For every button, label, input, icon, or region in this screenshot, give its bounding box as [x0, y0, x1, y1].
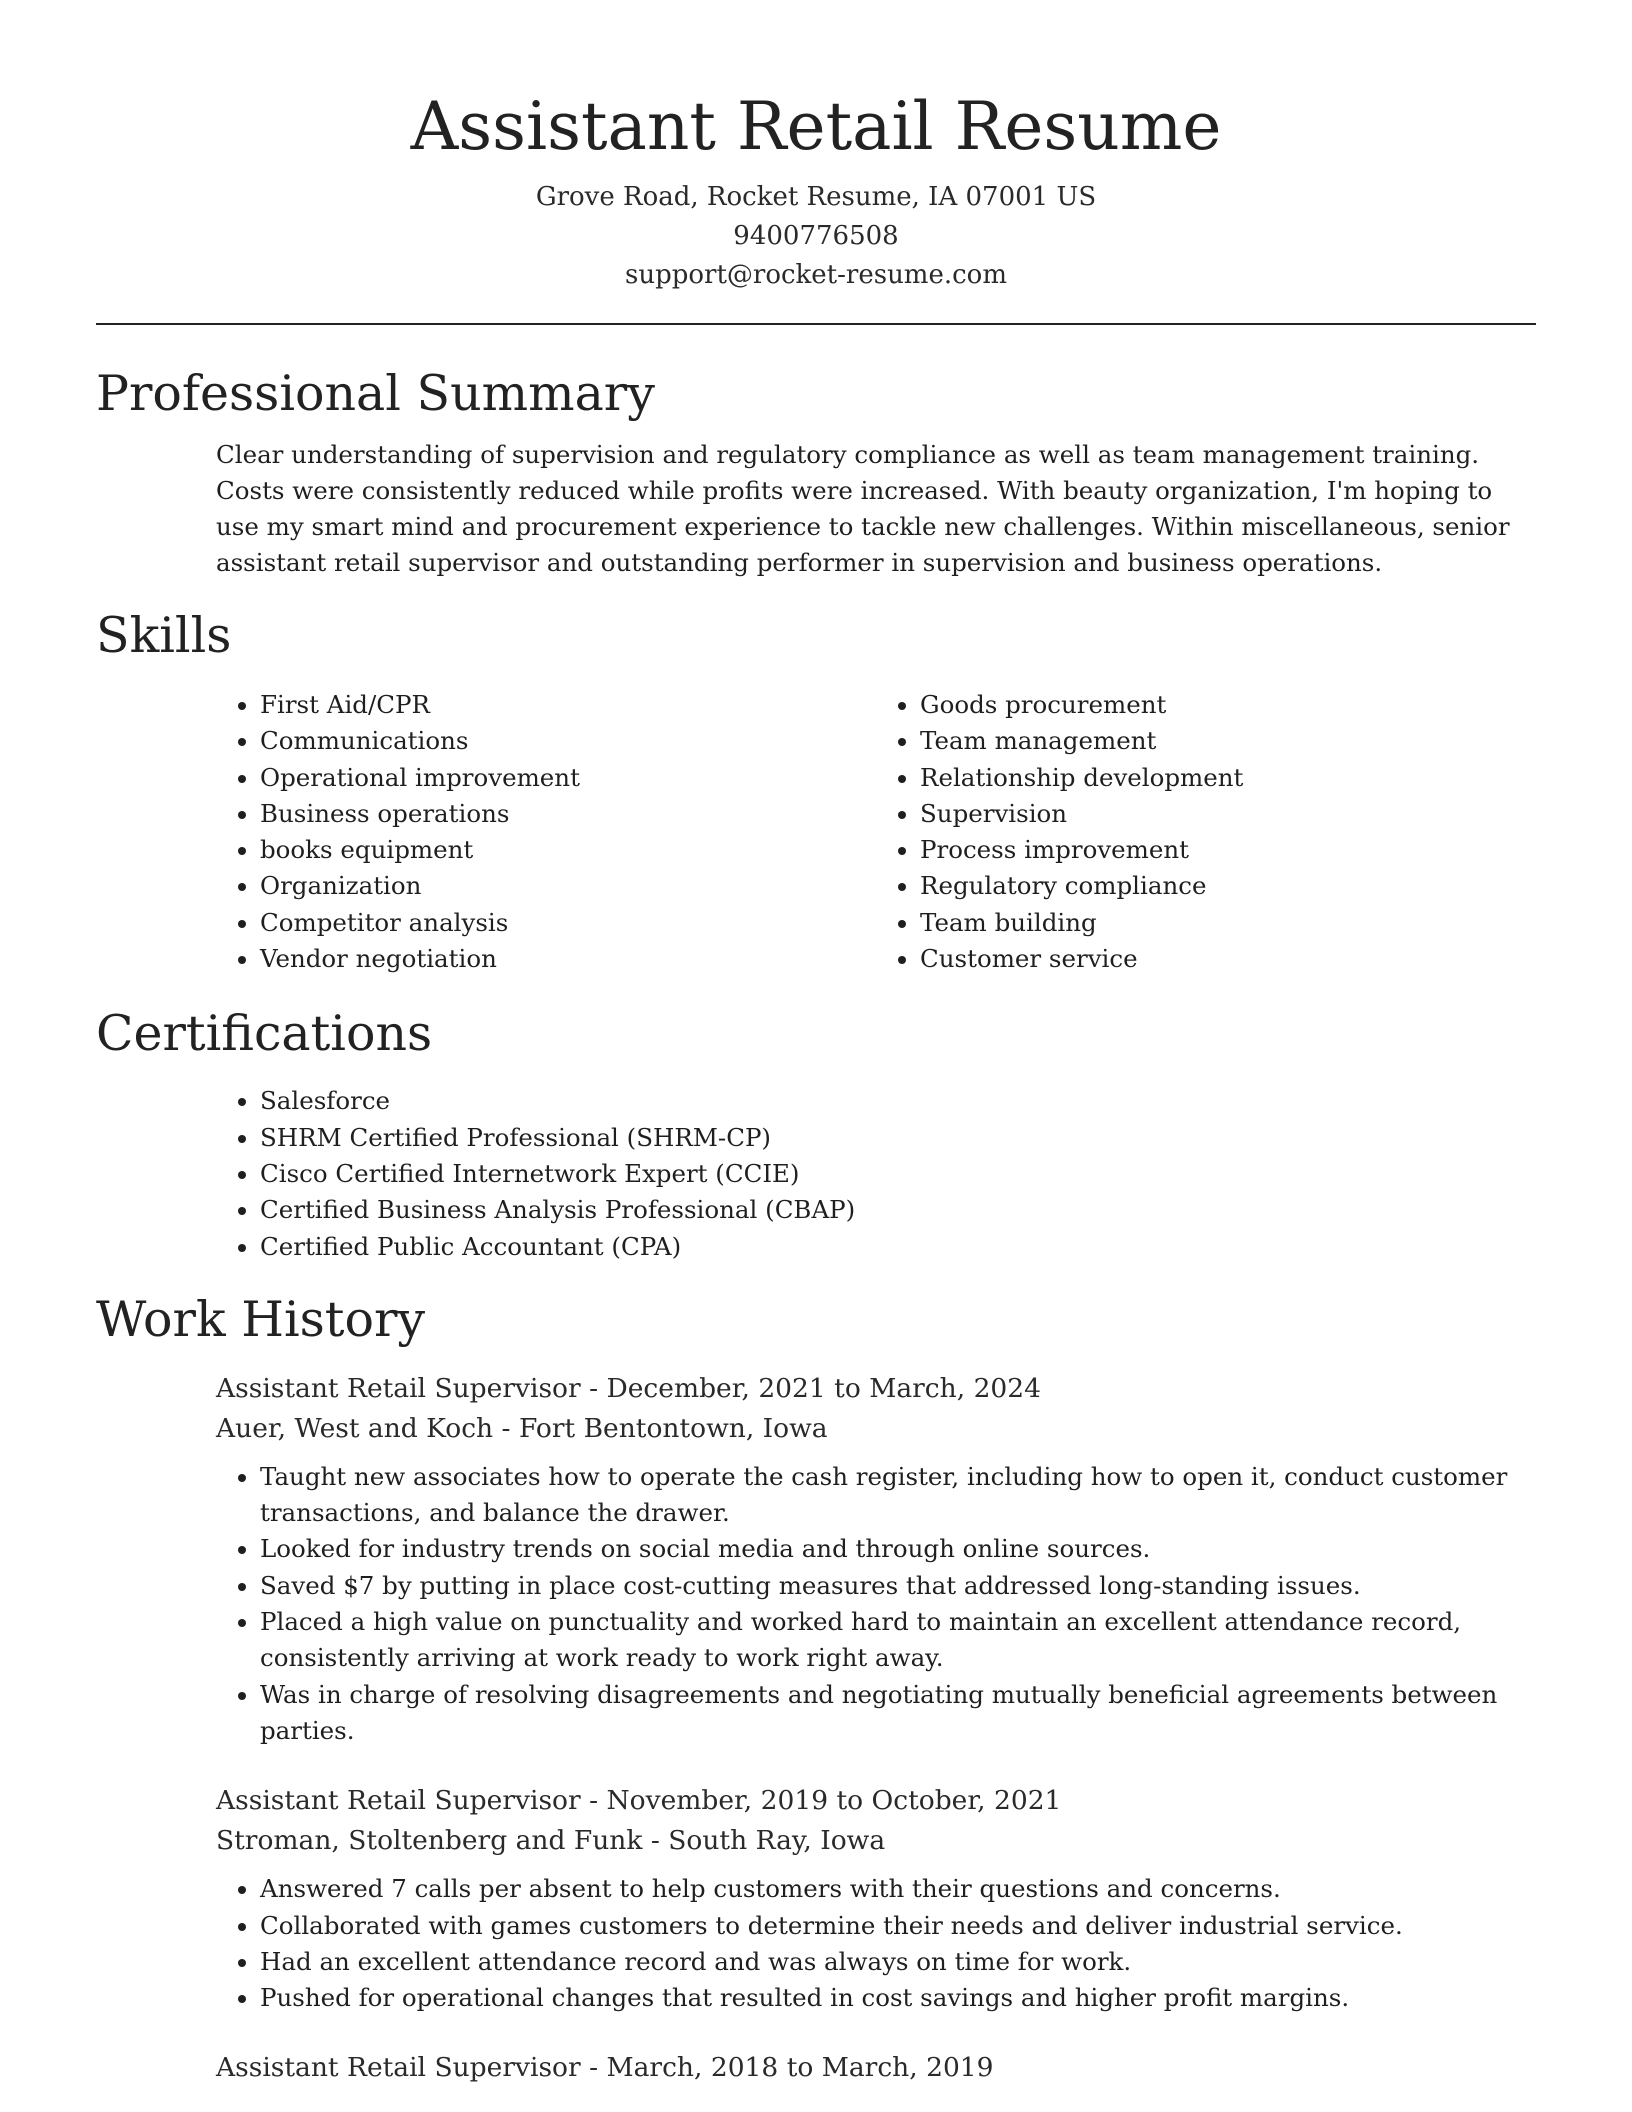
certification-item: • Certified Business Analysis Professional (CBAP) — [260, 1192, 1536, 1228]
job-location: Fort Bentontown, Iowa — [518, 1412, 828, 1444]
job-bullets — [216, 1459, 1560, 1749]
job-title: Assistant Retail Supervisor — [216, 2052, 581, 2084]
skills-list-right — [876, 687, 1536, 977]
job-bullet: • Collaborated with games customers to determine their needs and deliver industrial service. — [260, 1908, 1560, 1944]
job-title-line: Assistant Retail Supervisor - March, 2018 to March, 2019 — [216, 2052, 994, 2084]
job-title: Assistant Retail Supervisor — [216, 1785, 581, 1817]
summary-section — [96, 363, 1536, 581]
job-bullet: • Had an excellent attendance record and was always on time for work. — [260, 1944, 1560, 1980]
job-bullet: • Looked for industry trends on social media and through online sources. — [260, 1531, 1560, 1567]
certification-item: • Certified Public Accountant (CPA) — [260, 1229, 1536, 1265]
skills-heading: Skills — [96, 607, 232, 664]
skills-section — [96, 605, 1536, 977]
job-company: Auer, West and Koch — [216, 1412, 494, 1444]
skill-item: • Organization — [260, 868, 876, 904]
job-dates: December, 2021 to March, 2024 — [606, 1372, 1042, 1404]
job-entry — [216, 1781, 1536, 2016]
contact-address: Grove Road, Rocket Resume, IA 07001 US — [535, 182, 1097, 212]
job-bullet: • Placed a high value on punctuality and worked hard to maintain an excellent attendance record, consistently arriving at work ready to work right away. — [260, 1604, 1560, 1677]
summary-text: Clear understanding of supervision and regulatory compliance as well as team management training. Costs were consistently reduced while profits were increased. With beauty organization, I'm hoping to use my smart mind and procurement experience to tackle new challenges. Within miscellaneous, senior assistant retail supervisor and outstanding performer in supervision and business operations. — [216, 440, 1510, 577]
certifications-section — [96, 1003, 1536, 1264]
skill-item: • First Aid/CPR — [260, 687, 876, 723]
skill-item: • Team management — [920, 723, 1536, 759]
skill-item: • Operational improvement — [260, 760, 876, 796]
job-location: South Ray, Iowa — [668, 1825, 886, 1857]
work-history-section — [96, 1289, 1536, 2089]
summary-heading: Professional Summary — [96, 365, 655, 422]
certification-item: • Salesforce — [260, 1083, 1536, 1119]
certification-item: • SHRM Certified Professional (SHRM-CP) — [260, 1120, 1536, 1156]
skill-item: • Competitor analysis — [260, 905, 876, 941]
skill-item: • Regulatory compliance — [920, 868, 1536, 904]
job-bullet: • Saved $7 by putting in place cost-cutting measures that addressed long-standing issues. — [260, 1568, 1560, 1604]
skill-item: • Process improvement — [920, 832, 1536, 868]
resume-page — [96, 0, 1536, 2088]
contact-phone: 9400776508 — [733, 221, 899, 251]
certification-item: • Cisco Certified Internetwork Expert (CCIE) — [260, 1156, 1536, 1192]
job-entry — [216, 1369, 1536, 1749]
contact-block — [96, 178, 1536, 295]
skill-item: • Customer service — [920, 941, 1536, 977]
job-company-line: Stroman, Stoltenberg and Funk - South Ray, Iowa — [216, 1825, 886, 1857]
job-dates: November, 2019 to October, 2021 — [606, 1785, 1062, 1817]
job-entry — [216, 2048, 1536, 2088]
job-company: Stroman, Stoltenberg and Funk — [216, 1825, 643, 1857]
header-divider — [96, 323, 1536, 325]
job-bullet: • Answered 7 calls per absent to help customers with their questions and concerns. — [260, 1871, 1560, 1907]
contact-email: support@rocket-resume.com — [624, 260, 1007, 290]
job-bullet: • Taught new associates how to operate the cash register, including how to open it, conduct customer transactions, and balance the drawer. — [260, 1459, 1560, 1532]
certifications-heading: Certifications — [96, 1005, 433, 1063]
skills-columns — [216, 687, 1536, 977]
skill-item: • books equipment — [260, 832, 876, 868]
job-company-line: Auer, West and Koch - Fort Bentontown, Iowa — [216, 1412, 828, 1444]
certifications-list — [216, 1083, 1536, 1264]
skills-list-left — [216, 687, 876, 977]
skill-item: • Goods procurement — [920, 687, 1536, 723]
skill-item: • Vendor negotiation — [260, 941, 876, 977]
work-history-heading: Work History — [96, 1290, 426, 1348]
job-dates: March, 2018 to March, 2019 — [606, 2052, 994, 2084]
skill-item: • Supervision — [920, 796, 1536, 832]
job-title: Assistant Retail Supervisor — [216, 1372, 581, 1404]
skill-item: • Business operations — [260, 796, 876, 832]
skill-item: • Team building — [920, 905, 1536, 941]
skill-item: • Communications — [260, 723, 876, 759]
resume-title: Assistant Retail Resume — [410, 88, 1222, 165]
job-bullets — [216, 1871, 1560, 2016]
skill-item: • Relationship development — [920, 760, 1536, 796]
job-bullet: • Was in charge of resolving disagreements and negotiating mutually beneficial agreements between parties. — [260, 1677, 1560, 1750]
job-title-line: Assistant Retail Supervisor - December, 2021 to March, 2024 — [216, 1372, 1042, 1404]
job-title-line: Assistant Retail Supervisor - November, 2019 to October, 2021 — [216, 1785, 1062, 1817]
job-bullet: • Pushed for operational changes that resulted in cost savings and higher profit margins. — [260, 1980, 1560, 2016]
